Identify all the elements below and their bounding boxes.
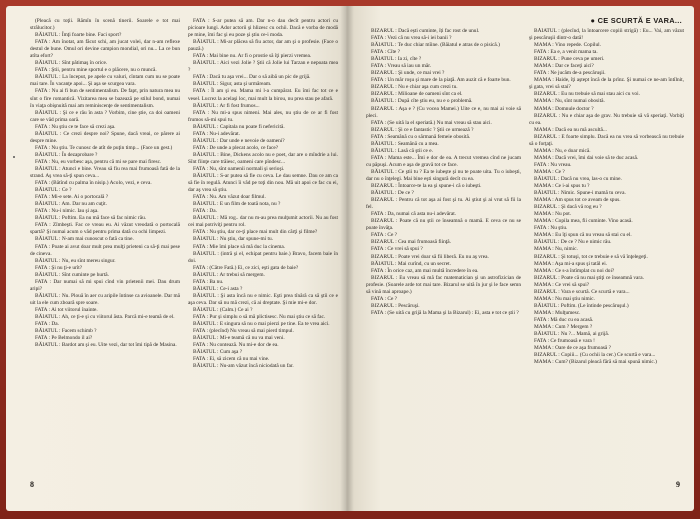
running-title: ● CE SCURTĂ E VARA... — [590, 16, 682, 25]
dialogue-line: FATA : (Bătînd cu palma în nisip.) Acolo, vezi, e ceva. — [35, 180, 152, 187]
left-page-column-1 — [30, 18, 180, 458]
dialogue-line: BĂIATUL : Nimic. Spune-i mamă tu ceva. — [534, 190, 626, 197]
dialogue-line: BĂIATUL : (Calm.) Ce ai ? — [193, 306, 253, 313]
dialogue-line: BĂIATUL : N-am mai cunoscut o fată ca tine. — [35, 236, 134, 243]
dialogue-line: MAMA : Nu, e doar mică. — [534, 147, 591, 154]
dialogue-line: BĂIATUL : Cum aşa ? — [193, 349, 243, 356]
dialogue-line: BIZARUL : Nu e chiar aşa cum crezi tu. — [371, 84, 458, 91]
dialogue-line: FATA : Ei, să zicem că nu mai vine. — [193, 356, 270, 363]
dialogue-line: MAMA : Dacă ea nu mă ascultă... — [534, 126, 607, 133]
dialogue-line: BIZARUL : Poate că nu ştii ce înseamnă o mamă. E ceva ce nu se poate învăţa. — [366, 218, 521, 232]
dialogue-line: BĂIATUL : E un film de toată nota, nu ? — [193, 201, 281, 208]
dialogue-line: BĂIATUL : Mai curînd, cu un secret. — [371, 260, 451, 267]
dialogue-line: BĂIATUL : Nu ?... Mamă, ai grijă. — [534, 331, 610, 338]
dialogue-line: BĂIATUL : Dar unde e nevoie de oameni? — [193, 137, 285, 144]
dialogue-line: MAMA : Oare de ce aşa frumoasă ? — [534, 345, 612, 352]
dialogue-line: BĂIATUL : În dezaprobare ? — [35, 151, 98, 158]
dialogue-line: MAMA : Copila mea, fii cuminte. Vino acasă. — [534, 218, 633, 225]
dialogue-line: FATA : Nu contează. Nu mi-e dor de ea. — [193, 342, 279, 349]
dialogue-line: MAMA : Ce s-a întîmplat cu noi doi? — [534, 267, 615, 274]
dialogue-line: BIZARUL : Şi dacă vă rog eu ? — [534, 204, 602, 211]
dialogue-line: BĂIATUL : E singura să nu o mai pierzi pe tine. Ea te vrea aici. — [193, 321, 330, 328]
dialogue-line: BIZARUL : Eu vreau să mă fac matematician şi un astrofizician de profesie. (Soarele arde tot mai tare. Bizarul se uită în jur şi le face semn să vină mai aproape.) — [366, 274, 521, 295]
dialogue-line: MAMA : Dacă vrei, îmi dai voie să te duc acasă. — [534, 154, 639, 161]
dialogue-line: BĂIATUL : Ce ? — [35, 187, 72, 194]
dialogue-line: FATA : Ba nu. — [193, 278, 224, 285]
dialogue-line: BĂIATUL : Te duc chiar mîine. (Băiatul e atras de o pisică.) — [371, 42, 500, 49]
dialogue-line: FATA : Ai tot viitorul înainte. — [35, 306, 98, 313]
dialogue-line: BĂIATUL : De ce ? — [371, 190, 414, 197]
dialogue-line: FATA : Mi-e sete. Ai o portocală ? — [35, 194, 109, 201]
dialogue-line: BĂIATUL : S-ar putea să fie cu ceva. Le dau semne. Dau ce am ca să fie în regulă. Atunci îi văd pe toţi din nou. Mă uit apoi ce fac cu ei, dar aş vrea să ştiu. — [188, 173, 338, 194]
dialogue-line: BĂIATUL : Atunci e bine. Vreau să fiu rea mai frumoasă fată de la strand. Aş vrea să-ţi spun ceva... — [30, 165, 180, 180]
right-page-column-2 — [529, 28, 684, 458]
dialogue-line: MAMA : Cum? (Bizarul pleacă fără să mai spună nimic.) — [534, 359, 657, 366]
dialogue-line: FATA : Un măr roşu şi mare de la piaţă. Am auzit că e foarte bun. — [371, 77, 511, 84]
dialogue-line: MAMA : Vino repede. Copilul. — [534, 42, 601, 49]
dialogue-line: FATA : Cîte ? — [371, 49, 401, 56]
dialogue-line: FATA : Mai bine nu. Ar fi o prostie să îţi pierzi vremea. — [193, 53, 312, 60]
dialogue-line: BIZARUL : Eu nu trebuie să mai stau aici cu voi. — [534, 91, 640, 98]
dialogue-line: MAMA : Haide, îţi aştept încă de la prînz. Şi numai ce ne-am întîlnit, şi gata, vrei să stai? — [529, 77, 684, 91]
dialogue-line: BIZARUL : Poate că nu mai ştiţi ce înseamnă vara. — [534, 274, 644, 281]
right-page — [346, 6, 694, 511]
dialogue-line: MAMA : Nu, nimic. — [534, 246, 578, 253]
dialogue-line: FATA : Nu, sînt oamenii normali şi serioşi. — [193, 165, 285, 172]
page-number-left: 8 — [30, 480, 34, 489]
dialogue-line: BIZARUL : Aşa e ? (Cu vocea Mamei.) Uite ce e, nu mai ai voie să pleci. — [366, 105, 521, 119]
dialogue-line: FATA : Seamănă cu o sărmană femeie obosită. — [371, 133, 471, 140]
dialogue-line: BĂIATUL : Mă rog.. dar nu m-au prea mulţumit actorii. Nu au fost cei mai potriviţi pentru rol. — [188, 215, 338, 229]
dialogue-line: FATA : Nu ai fi bun de sentimentalism. De fapt, prin natura mea nu sînt o fire romantică. Vizitarea mea se bazează pe stilul bond, numai în viaţa obişnuită mai am reminiscenţe de sentimentalism. — [30, 88, 180, 109]
dialogue-line: FATA : Ştii, pentru mine sportul e o plăcere, nu o muncă. — [35, 67, 157, 74]
dialogue-line: MAMA : Domnule doctor ? — [534, 105, 594, 112]
dialogue-line: MAMA : Eu îţi spun că nu vreau să stai cu el. — [534, 232, 632, 239]
dialogue-line: FATA : Pe Belmondo il ai? — [35, 335, 93, 342]
dialogue-line: BĂIATUL : Poftim. Ea nu mă face să fac nimic rău. — [35, 215, 147, 222]
dialogue-line: FATA : Ne jucăm de-a pescăruşii. — [534, 70, 606, 77]
dialogue-line: BIZARUL : Şi totuşi, tot ce trebuie e să vă înţelegeţi. — [534, 253, 648, 260]
dialogue-line: MAMA : Ce ? — [534, 168, 565, 175]
dialogue-line: FATA : Nu mi-a spus nimeni. Mai ales, nu ştiu de ce ar fi fost frumos să-mi spui tu. — [188, 109, 338, 123]
dialogue-line: BĂIATUL : Sînt pătimaş în orice. — [35, 60, 108, 67]
dialogue-line: BĂIATUL : Şi asta încă nu e nimic. Eşti prea tînără ca să ştii ce e aşa ceva. Dar să nu mă crezi, că ai dreptate. Şi mie mi-e dor. — [188, 292, 338, 306]
dialogue-line: BĂIATUL : Ia zi, cîte ? — [371, 56, 422, 63]
dialogue-line: BĂIATUL : Am. Dar nu am cuţit. — [35, 201, 107, 208]
dialogue-line: FATA : Ce ? — [371, 232, 398, 239]
dialogue-line: FATA : Nu vreau. — [534, 161, 572, 168]
dialogue-line: BIZARUL : E foarte simplu. Dacă ea nu vrea să vorbească nu trebuie să o forţaţi. — [529, 133, 684, 147]
dialogue-line: FATA : Şi nu ţi-e urît? — [35, 264, 83, 271]
dialogue-line: MAMA : Ce i-ai spus tu ? — [534, 183, 590, 190]
dialogue-line: BĂIATUL : Ce crezi despre noi? Spune, dacă vreai, ce părere ai despre mine. — [30, 130, 180, 144]
dialogue-line: BĂIATUL : Nu ştiu, dar spune-mi tu. — [193, 236, 273, 243]
dialogue-line: BĂIATUL : (plecînd, la întoarcere copiii strigă) : Eu... Vai, am văzut şi pescăruşii dintr-o dată! — [529, 28, 684, 42]
dialogue-line: BĂIATUL : Lasă că ştii ce e. — [371, 147, 433, 154]
dialogue-line: BĂIATUL : Ar trebui să mergem. — [193, 271, 265, 278]
dialogue-line: FATA : De unde a plecat acolo, ce face? — [193, 144, 279, 151]
dialogue-line: BĂIATUL : Sigur, asta şi urmăream. — [193, 81, 272, 88]
dialogue-line: FATA : Nu ştiu, dar ce-ţi place mai mult din cărţi şi filme? — [193, 229, 318, 236]
dialogue-line: BĂIATUL : Mi-ar plăcea să fiu actor, dar am şi o profesie. (Face o pauză.) — [188, 39, 338, 53]
dialogue-line: BĂIATUL : Nu-am văzut încă niciodată un far. — [193, 363, 294, 370]
left-page — [6, 6, 346, 511]
dialogue-line: MAMA : Mulţumesc. — [534, 309, 581, 316]
dialogue-line: FATA : Nu-i adevărat. — [193, 130, 240, 137]
dialogue-line: FATA : Zîmbeşti. Fac ce vreau eu. Ai văzut vreodată o portocală spartă? Şi numai acum o văd pentru prima dată cu ochi limpezi. — [30, 222, 180, 236]
dialogue-line: MAMA : Dar ce faceţi aici? — [534, 63, 594, 70]
dialogue-line: FATA : (Către Fată.) Ei, ce zici, eşti gata de baie? — [193, 264, 299, 271]
dialogue-line: FATA : Nu ştiu. — [534, 225, 568, 232]
dialogue-line: MAMA : Cum ? Mergem ? — [534, 323, 593, 330]
dialogue-line: BĂIATUL : Ce-i asta ? — [193, 285, 243, 292]
dialogue-line: BĂIATUL : Facem schimb ? — [35, 328, 97, 335]
dialogue-line: BIZARUL : Şi ce e fantastic ? Ştii ce urmează ? — [371, 126, 474, 133]
dialogue-line: BIZARUL : Dacă ești cuminte, îți fac rost de unul. — [371, 28, 480, 34]
dialogue-line: BIZARUL : Cea mai frumoasă fiinţă. — [371, 239, 451, 246]
dialogue-line: BIZARUL : Vara e scurtă. Ce scurtă e vara... — [534, 288, 630, 295]
dialogue-line: FATA : Nu ştiu. Te cunosc de atît de puţin timp... (Face un gest.) — [35, 144, 173, 151]
right-page-column-1 — [366, 28, 521, 458]
dialogue-line: MAMA : Nu pot. — [534, 211, 572, 218]
dialogue-line: BĂIATUL : Seamănă cu a mea. — [371, 140, 439, 147]
page-number-right: 9 — [676, 480, 680, 489]
dialogue-line: MAMA : Nu mai ştiu nimic. — [534, 295, 595, 302]
dialogue-line: FATA : Nu ştiu ce te face să crezi aşa. — [35, 123, 116, 130]
dialogue-line: BĂIATUL : După cîte ştiu eu, nu e o problemă. — [371, 98, 473, 105]
dialogue-line: (Pleacă cu toţii. Rămîn în scenă tinerii. Soarele e tot mai strălucitor.) — [30, 18, 180, 32]
dialogue-line: FATA : Vreau să iau un măr. — [371, 63, 432, 70]
page-speck — [13, 156, 15, 158]
dialogue-line: FATA : Da. — [193, 208, 217, 215]
dialogue-line: FATA : Am înotat, am făcut schi, am jucat volei, dar n-am reflexe destul de bune. Omul ori devine campion mondial, ori nu... La ce bun atîta efort? — [30, 39, 180, 60]
dialogue-line: BIZARUL : Poate vrei doar să fii liberă. Eu nu aş vrea. — [371, 253, 489, 260]
dialogue-line: FATA : (plecînd) Nu vreau să mai pierd timpul. — [193, 328, 294, 335]
dialogue-line: FATA : Îl am şi eu. Mama mi l-a cumpărat. Eu îmi fac tot ce e vesel. Lucrez la acelaşi loc, mai mult la birou, nu prea stau pe afară. — [188, 88, 338, 102]
dialogue-line: BĂIATUL : Mi-e teamă că nu va mai veni. — [193, 335, 285, 342]
dialogue-line: BIZARUL : Pescăruşi. — [371, 302, 420, 309]
dialogue-line: BIZARUL : Nu e chiar aşa de grav. Nu trebuie să vă speriaţi. Vorbiţi cu ea. — [529, 112, 684, 126]
dialogue-line: FATA : S-ar putea să am. Dar n-o dau decît pentru actori cu picioare lungi. Ador actorii şi hlizesc cu ochii. Dacă e vorba de modă pe mine, îmi fac şi eu poze şi ştiu ce-i moda. — [188, 18, 338, 39]
dialogue-line: BIZARUL : Milioane de oameni sînt ca el. — [371, 91, 463, 98]
dialogue-line: BĂIATUL : Nu, eu sînt mereu singur. — [35, 257, 116, 264]
dialogue-line: FATA : Nu-i nimic. Iau şi aşa. — [35, 208, 99, 215]
dialogue-line: FATA : (Se uită cu grijă la Mama şi la Bizarul) : Ei, asta e tot ce ştii ? — [371, 309, 519, 316]
dialogue-line: MAMA : Ce vrei să spui? — [534, 281, 590, 288]
dialogue-line: FATA : Poate ai avut doar mult prea mulţi prieteni ca să-ţi mai pese de cineva. — [30, 243, 180, 257]
dialogue-line: FATA : Mama este... Îmi e dor de ea. A trecut vremea cînd ne jucam cu păpuşi. Acum e aşa de gravă tot ce face. — [366, 154, 521, 168]
dialogue-line: FATA : Vezi că nu vrea să-i iei banii ? — [371, 35, 452, 42]
dialogue-line: FATA : Mă duc cu ea acasă. — [534, 316, 594, 323]
dialogue-line: FATA : Dacă tu aşa vrei... Dar o să aibă un pic de grijă. — [193, 74, 311, 81]
dialogue-line: FATA : Nu, eu vorbesc aşa, pentru că mi se pare mai firesc. — [35, 158, 162, 165]
dialogue-line: FATA : Mie îmi place să mă duc la cinema. — [193, 243, 286, 250]
dialogue-line: BĂIATUL : De ce ? Nu e nimic rău. — [534, 239, 612, 246]
dialogue-line: BĂIATUL : Bardot am şi eu. Uite vezi, dar tot îmi tipă de Masina. — [35, 342, 177, 349]
right-page-columns — [366, 28, 684, 458]
dialogue-line: FATA : Ce vrei să spui ? — [371, 246, 423, 253]
dialogue-line: FATA : Pur şi simplu o să mă plictisesc. Nu mai ştiu ce să fac. — [193, 313, 326, 320]
dialogue-line: FATA : Nu. Am văzut doar filmul. — [193, 194, 266, 201]
dialogue-line: BIZARUL : Pune ceva pe umeri. — [534, 56, 605, 63]
dialogue-line: BĂIATUL : La început, pe apele cu valuri, cîntam cum nu se poate mai tare. În vacanţe apoi... Şi aşa se scurgea vara. — [30, 74, 180, 88]
dialogue-line: FATA : Da, numai că asta nu-i adevărat. — [371, 211, 457, 218]
dialogue-line: FATA : Dar numai să mi spui cînd vin prietenii mei. Dau drum aripi? — [30, 278, 180, 292]
dialogue-line: BĂIATUL : Ah, ce ţi-e şi cu viitorul ăsta. Parcă mi-e teamă de el. — [35, 313, 175, 320]
dialogue-line: BIZARUL : Copiii... (Cu ochii la cer.) Ce scurtă e vara... — [534, 352, 656, 359]
dialogue-line: BĂIATUL : Sînt cuminte pe hurtă. — [35, 271, 110, 278]
dialogue-line: FATA : Ce ? — [371, 295, 398, 302]
dialogue-line: BIZARUL : Pentru că tot aşa ai fost şi tu. Ai ştiut şi ai vrut să fii la fel. — [366, 197, 521, 211]
dialogue-line: MAMA : Am spus tot ce aveam de spus. — [534, 197, 621, 204]
dialogue-line: FATA : Da. — [35, 321, 59, 328]
dialogue-line: BĂIATUL : Aici vezi Jolie ? Ştii că Jolie lui Tarzan e nepoata mea ? — [188, 60, 338, 74]
dialogue-line: BĂIATUL : Dacă nu vrea, las-o cu mine. — [534, 175, 622, 182]
dialogue-line: FATA : Ea e, a venit mama ta. — [534, 49, 598, 56]
dialogue-line: BĂIATUL : (intră şi el, echipat pentru baie.) Bravo, facem baie în doi. — [188, 250, 338, 264]
dialogue-line: BIZARUL : Şi unde, ce mai vrei ? — [371, 70, 445, 77]
dialogue-line: BĂIATUL : Ce ştii tu ? Ea te iubeşte şi nu te poate uita. Tu o iubeşti, dar nu o înţelegi. Mai bine eşti singură decît cu ea. — [366, 168, 521, 182]
dialogue-line: MAMA : Aşa mi-a spus şi tatăl ei. — [534, 260, 608, 267]
dialogue-line: BĂIATUL : Bine, Dickens acolo nu e poet, dar are o mîndrie a lui. Sînt fiinţe care trăiesc, oameni care pîndesc... — [188, 151, 338, 165]
dialogue-line: FATA : În orice caz, am mai multă încredere în ea. — [371, 267, 479, 274]
dialogue-line: FATA : Ce frumoasă e vara ! — [534, 338, 595, 345]
dialogue-line: BĂIATUL : Îmţi foarte bine. Faci sport? — [35, 32, 122, 39]
left-page-column-2 — [188, 18, 338, 458]
dialogue-line: BĂIATUL : Nu. Plouă în aer cu aripile întinse ca avioanele. Dar mă uit la ele cum zboară spre soare. — [30, 292, 180, 306]
dialogue-line: BĂIATUL : Şi ce e rău în asta ? Vorbim, cine ştie, ca doi oameni care se văd prima oară. — [30, 109, 180, 123]
dialogue-line: FATA : (Se uită la el speriată.) Nu mai vreau să stau aici. — [371, 119, 492, 126]
dialogue-line: BĂIATUL : Poftim. (Le întinde pescăruşul.) — [534, 302, 629, 309]
dialogue-line: BĂIATUL : Capitala nu poate fi nefericită. — [193, 123, 285, 130]
dialogue-line: MAMA : Nu, sînt numai obosită. — [534, 98, 605, 105]
dialogue-line: BĂIATUL : Ar fi fost frumos... — [193, 102, 260, 109]
dialogue-line: BIZARUL : Întoarce-te la ea şi spune-i că o iubeşti. — [371, 183, 482, 190]
left-page-columns — [30, 18, 338, 458]
